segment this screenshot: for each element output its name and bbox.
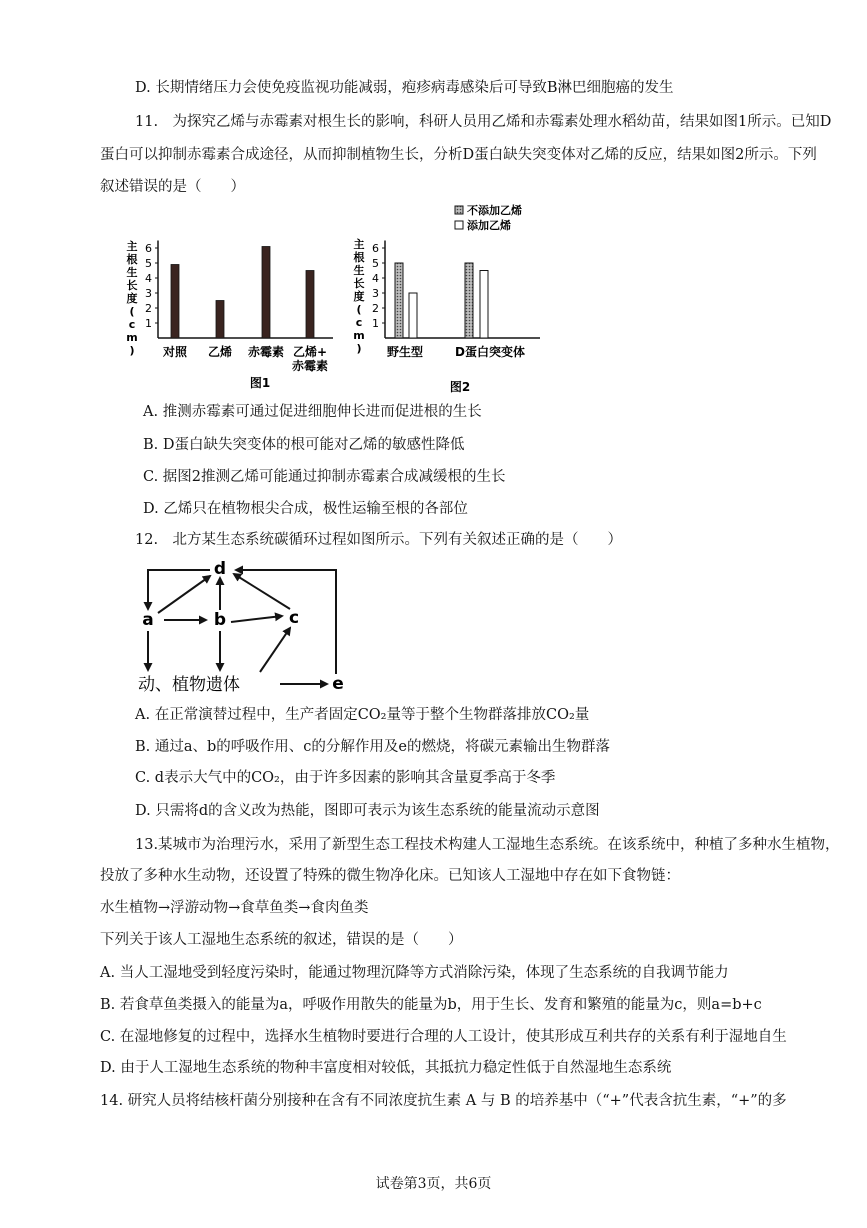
y-axis-label-char: 长	[126, 279, 138, 292]
arrow-b-to-c	[231, 616, 282, 622]
node-d: d	[213, 559, 227, 579]
y-tick-label: 6	[145, 242, 152, 255]
arrow-d-to-a	[148, 570, 210, 609]
bar-0-0	[395, 263, 403, 338]
q12-option-d: D. 只需将d的含义改为热能，图即可表示为该生态系统的能量流动示意图	[135, 803, 600, 819]
y-axis-label	[353, 237, 364, 355]
y-axis-label-char: 根	[353, 251, 365, 264]
q11-option-a: A. 推测赤霉素可通过促进细胞伸长进而促进根的生长	[143, 404, 482, 420]
carbon-cycle-diagram	[120, 552, 360, 700]
legend-label: 不添加乙烯	[467, 204, 522, 217]
y-tick-label: 4	[145, 272, 152, 285]
y-axis-label-char: 长	[353, 277, 365, 290]
figure2-bar-chart	[345, 196, 555, 400]
x-tick-label: 对照	[162, 345, 188, 359]
node-remains: 动、植物遗体	[138, 675, 240, 695]
y-tick-label: 2	[372, 302, 379, 315]
q12-option-b: B. 通过a、b的呼吸作用、c的分解作用及e的燃烧，将碳元素输出生物群落	[135, 739, 610, 755]
y-axis-label-char: 生	[353, 264, 365, 277]
q13-stem-line1: 13.某城市为治理污水，采用了新型生态工程技术构建人工湿地生态系统。在该系统中，种植了多种水生植物，	[135, 837, 840, 853]
q13-option-d: D. 由于人工湿地生态系统的物种丰富度相对较低，其抵抗力稳定性低于自然湿地生态系统	[100, 1060, 672, 1076]
q11-option-c: C. 据图2推测乙烯可能通过抑制赤霉素合成减缓根的生长	[143, 469, 506, 485]
x-tick-label: 乙烯	[207, 345, 233, 359]
q13-option-b: B. 若食草鱼类摄入的能量为a，呼吸作用散失的能量为b，用于生长、发育和繁殖的能量为c，则a=b+c	[100, 997, 762, 1013]
node-e: e	[332, 674, 344, 694]
q11-stem-line1: 11. 为探究乙烯与赤霉素对根生长的影响，科研人员用乙烯和赤霉素处理水稻幼苗，结果如图1所示。已知D	[135, 114, 832, 130]
arrow-a-to-d	[158, 576, 210, 613]
arrow-remains-to-c	[260, 628, 290, 672]
y-axis-label-char: m	[126, 331, 138, 344]
node-a: a	[142, 610, 154, 630]
q13-stem-line2: 投放了多种水生动物，还设置了特殊的微生物净化床。已知该人工湿地中存在如下食物链：	[100, 868, 680, 884]
y-tick-label: 1	[372, 317, 379, 330]
page-footer: 试卷第3页，共6页	[375, 1176, 492, 1192]
y-axis-label-char: 根	[126, 253, 138, 266]
y-axis-label-char: c	[128, 318, 136, 331]
y-axis-label-char: m	[353, 329, 365, 342]
legend-label: 添加乙烯	[467, 219, 511, 232]
legend-swatch	[455, 221, 463, 229]
y-tick-label: 3	[372, 287, 379, 300]
y-axis-label-char: (	[129, 305, 135, 318]
q12-stem: 12. 北方某生态系统碳循环过程如图所示。下列有关叙述正确的是（ ）	[135, 532, 623, 548]
y-axis-label-char: 度	[126, 292, 138, 305]
bar-0-1	[409, 293, 417, 338]
bar-1	[216, 301, 224, 339]
q11-option-b: B. D蛋白缺失突变体的根可能对乙烯的敏感性降低	[143, 437, 465, 453]
y-axis-label-char: 度	[353, 290, 365, 303]
bar-1-0	[465, 263, 473, 338]
y-axis-label-char: )	[356, 342, 362, 355]
y-tick-label: 3	[145, 287, 152, 300]
y-axis-label-char: 生	[126, 266, 138, 279]
y-axis-label-char: 主	[353, 238, 365, 251]
figure1-bar-chart	[120, 220, 360, 400]
q13-question: 下列关于该人工湿地生态系统的叙述，错误的是（ ）	[100, 932, 463, 948]
q13-option-c: C. 在湿地修复的过程中，选择水生植物时要进行合理的人工设计，使其形成互利共存的关系有利于湿地自生	[100, 1029, 787, 1045]
node-c: c	[288, 608, 300, 628]
x-tick-label: 赤霉素	[247, 345, 285, 359]
x-tick-label: 赤霉素	[291, 359, 329, 373]
y-tick-label: 5	[372, 257, 379, 270]
q12-option-a: A. 在正常演替过程中，生产者固定CO₂量等于整个生物群落排放CO₂量	[135, 707, 590, 723]
q14-stem-line1: 14. 研究人员将结核杆菌分别接种在含有不同浓度抗生素 A 与 B 的培养基中（“+”代表含抗生素，“+”的多	[100, 1093, 787, 1109]
y-tick-label: 1	[145, 317, 152, 330]
bar-2	[262, 247, 270, 339]
y-axis-label	[126, 239, 137, 357]
bar-1-1	[480, 271, 488, 339]
x-tick-label: D蛋白突变体	[455, 345, 525, 359]
chart-title: 图1	[249, 376, 271, 390]
y-tick-label: 5	[145, 257, 152, 270]
q12-option-c: C. d表示大气中的CO₂，由于许多因素的影响其含量夏季高于冬季	[135, 770, 556, 786]
q11-stem-line2: 蛋白可以抑制赤霉素合成途径，从而抑制植物生长，分析D蛋白缺失突变体对乙烯的反应，结果如图2所示。下列	[100, 147, 817, 163]
node-b: b	[213, 610, 227, 630]
y-axis-label-char: )	[129, 344, 135, 357]
y-axis-label-char: c	[355, 316, 363, 329]
y-axis-label-char: 主	[126, 240, 138, 253]
q10-option-d: D. 长期情绪压力会使免疫监视功能减弱，疱疹病毒感染后可导致B淋巴细胞癌的发生	[135, 80, 674, 96]
x-tick-label: 野生型	[386, 345, 424, 359]
q11-option-d: D. 乙烯只在植物根尖合成，极性运输至根的各部位	[143, 501, 468, 517]
q13-option-a: A. 当人工湿地受到轻度污染时，能通过物理沉降等方式消除污染，体现了生态系统的自我调节能力	[100, 965, 729, 981]
arrow-c-to-d	[234, 574, 290, 609]
legend-swatch	[455, 206, 463, 214]
bar-0	[171, 265, 179, 339]
bar-3	[306, 271, 314, 339]
y-tick-label: 4	[372, 272, 379, 285]
x-tick-label: 乙烯+	[292, 345, 328, 359]
q13-food-chain: 水生植物→浮游动物→食草鱼类→食肉鱼类	[100, 900, 369, 916]
q11-stem-line3: 叙述错误的是（ ）	[100, 179, 245, 195]
y-tick-label: 6	[372, 242, 379, 255]
y-axis-label-char: (	[356, 303, 362, 316]
y-tick-label: 2	[145, 302, 152, 315]
chart-title: 图2	[449, 380, 471, 394]
